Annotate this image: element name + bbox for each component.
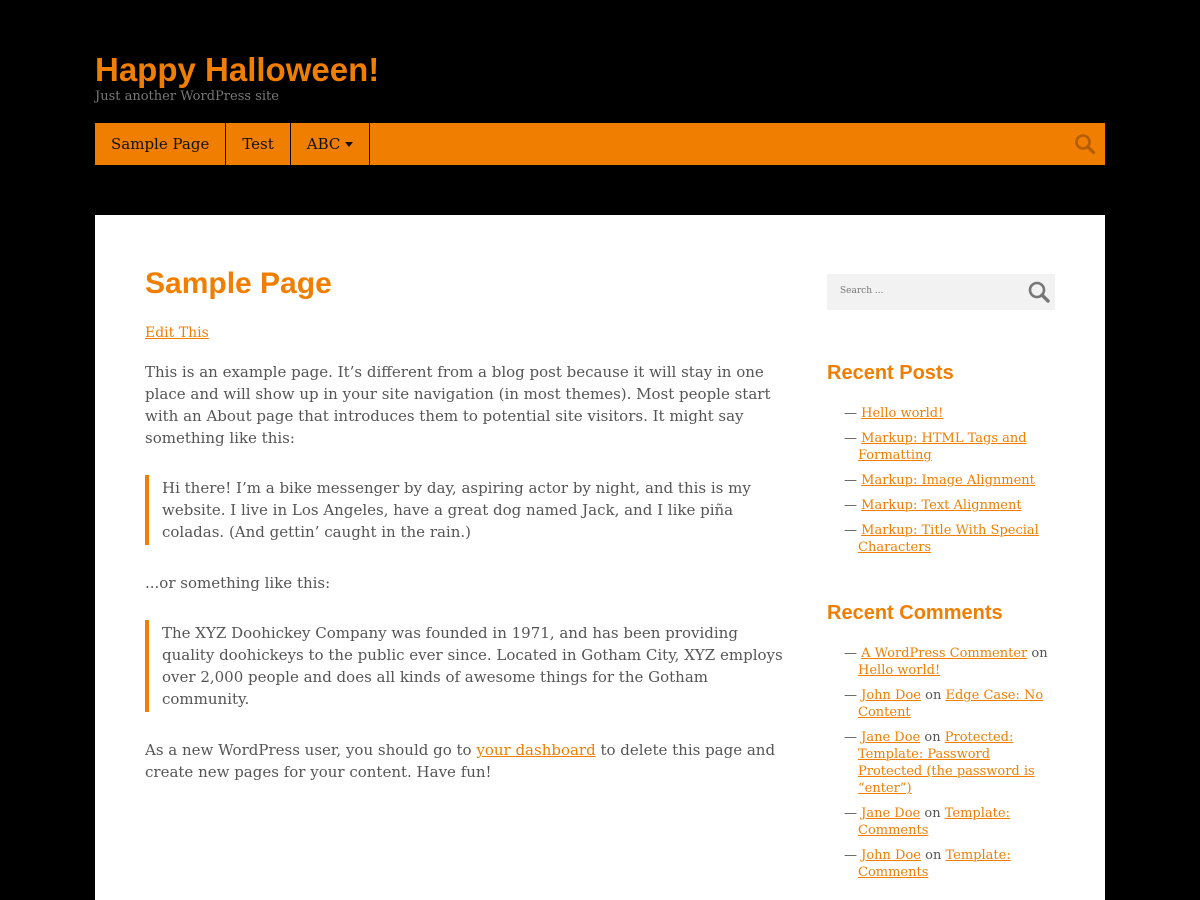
comment-post-link[interactable]: Template: Comments [858,848,1011,880]
blockquote-doohickey: The XYZ Doohickey Company was founded in 1971, and has been providing quality doohickeys to the public ever since. Located in Gotham City, XYZ employs over 2,000 people and does all kinds of awesome things for the Gotham community. [145,620,785,712]
edit-page-link[interactable]: Edit This [145,325,209,341]
comment-author-link[interactable]: A WordPress Commenter [861,646,1028,661]
nav-search-button[interactable] [1065,123,1105,165]
caret-down-icon [345,142,353,147]
comment-on-text: on [925,688,942,703]
list-item: — Jane Doe on Protected: Template: Password Protected (the password is “enter”) [844,730,1035,796]
main-content [145,265,785,783]
list-item: — Markup: Text Alignment [844,498,1022,513]
nav-item-label: Sample Page [111,135,210,153]
outro-paragraph [145,739,785,783]
comment-post-link[interactable]: Template: Comments [858,806,1010,838]
content-area [95,215,1105,900]
list-item: — Markup: HTML Tags and Formatting [844,431,1027,463]
comment-post-link[interactable]: Hello world! [858,663,941,678]
comment-post-link[interactable]: Edge Case: No Content [858,688,1044,720]
outro-text-after: to delete this page and create new pages for your content. Have fun! [145,741,776,781]
recent-post-link[interactable]: Markup: HTML Tags and Formatting [858,431,1027,463]
comment-on-text: on [924,806,941,821]
comment-author-link[interactable]: Jane Doe [861,730,921,745]
recent-post-link[interactable]: Markup: Title With Special Characters [858,523,1039,555]
nav-item-abc[interactable] [291,123,371,165]
comment-post-link[interactable]: Protected: Template: Password Protected (the password is “enter”) [858,730,1035,796]
site-title[interactable]: Happy Halloween! [95,51,380,88]
site-header [95,50,1105,104]
page-title: Sample Page [145,267,332,300]
nav-item-label: Test [242,135,274,153]
list-item: — Jane Doe on Template: Comments [844,806,1010,838]
list-item: — Markup: Image Alignment [844,473,1035,488]
middle-paragraph: ...or something like this: [145,574,331,592]
list-item: — Hello world! [844,406,944,421]
search-icon[interactable] [1027,280,1051,304]
comment-on-text: on [924,730,941,745]
comment-on-text: on [1031,646,1048,661]
recent-comments-list [844,645,1055,881]
list-item: — Markup: Title With Special Characters [844,523,1039,555]
search-input[interactable]: Search ... [840,286,884,296]
intro-paragraph: This is an example page. It’s different from a blog post because it will stay in one place and will show up in your site navigation (in most themes). Most people start with an About page that introduces them to potential site visitors. It might say something like this: [145,363,771,447]
comment-author-link[interactable]: John Doe [861,848,921,863]
list-item: — John Doe on Edge Case: No Content [844,688,1044,720]
comment-author-link[interactable]: Jane Doe [861,806,921,821]
recent-post-link[interactable]: Markup: Text Alignment [861,498,1022,513]
recent-post-link[interactable]: Hello world! [861,406,944,421]
recent-posts-list [844,405,1055,556]
dashboard-link[interactable]: your dashboard [476,741,596,759]
sidebar-search[interactable] [827,274,1055,310]
comment-author-link[interactable]: John Doe [861,688,921,703]
outro-text-before: As a new WordPress user, you should go to [145,741,477,759]
sidebar [827,274,1055,889]
recent-post-link[interactable]: Markup: Image Alignment [861,473,1035,488]
comment-on-text: on [925,848,942,863]
list-item: — John Doe on Template: Comments [844,848,1011,880]
blockquote-bike-messenger: Hi there! I’m a bike messenger by day, aspiring actor by night, and this is my website. I live in Los Angeles, have a great dog named Jack, and I like piña coladas. (And gettin’ caught in the rain.) [145,475,785,545]
nav-item-sample-page[interactable] [95,123,226,165]
list-item: — A WordPress Commenter on Hello world! [844,646,1048,678]
nav-item-label: ABC [306,135,341,153]
site-description: Just another WordPress site [95,89,279,104]
nav-item-test[interactable] [226,123,290,165]
search-icon [1074,133,1096,155]
recent-comments-title: Recent Comments [827,602,1003,624]
recent-posts-title: Recent Posts [827,362,954,384]
main-navigation [95,123,1105,165]
